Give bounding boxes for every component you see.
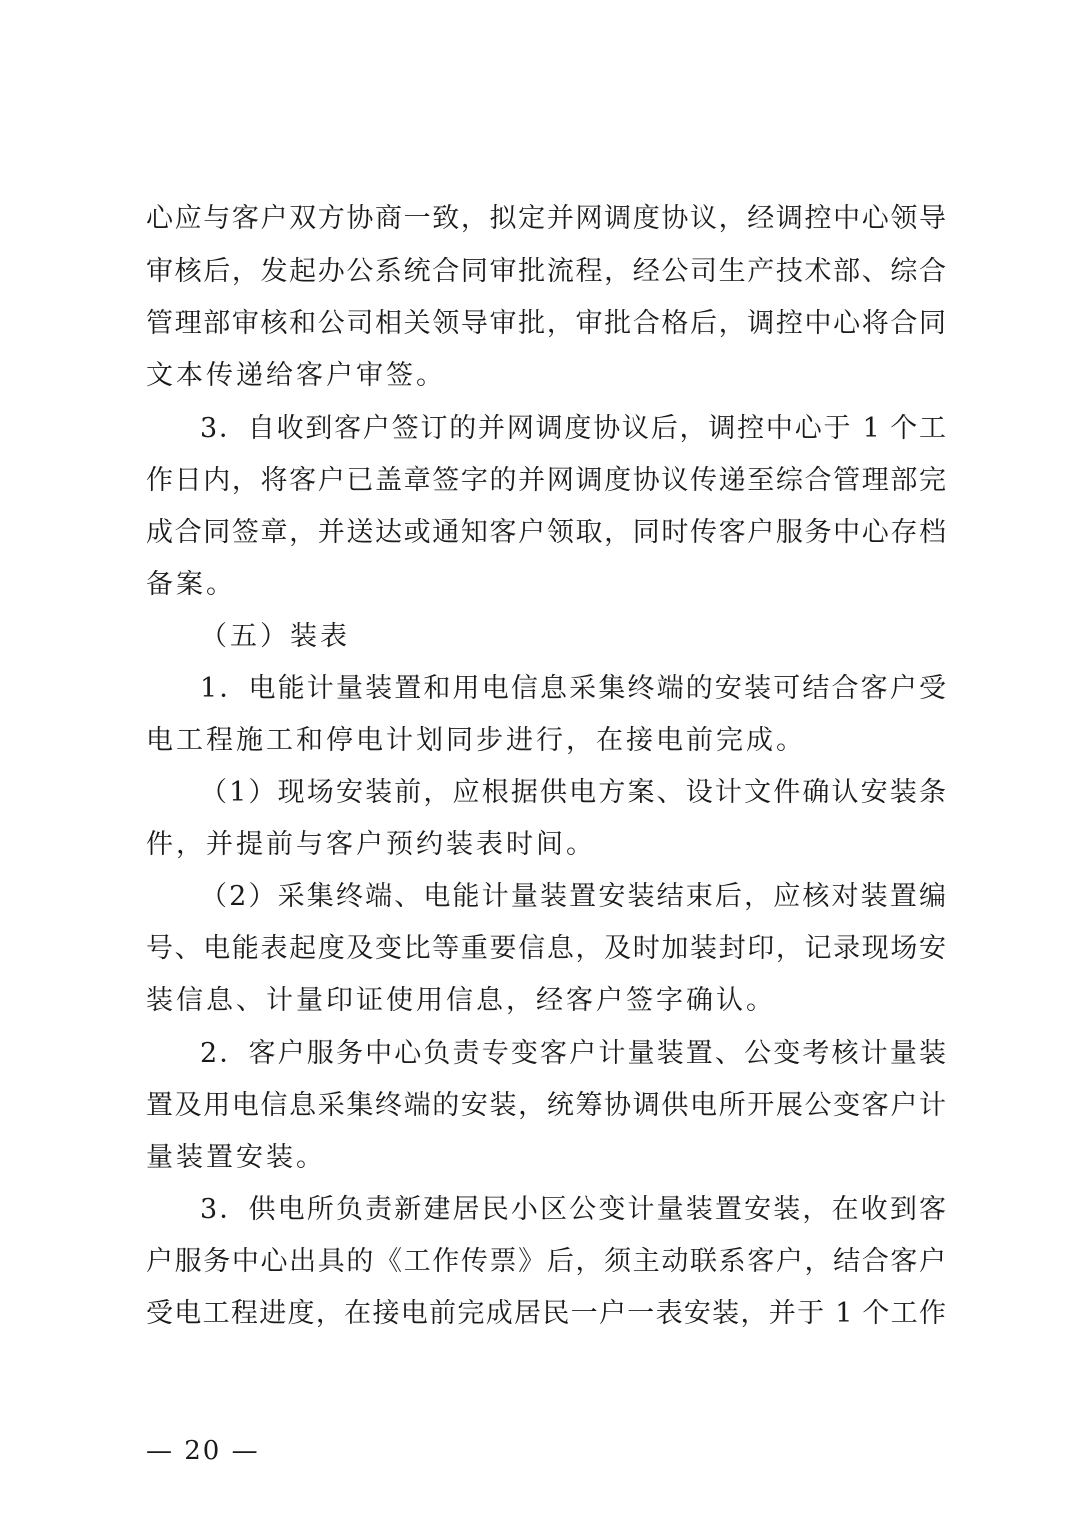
body-line-4: 文本传递给客户审签。 <box>146 360 446 391</box>
body-line-21: 户服务中心出具的《工作传票》后，须主动联系客户，结合客户 <box>146 1246 946 1277</box>
body-line-5: 3．自收到客户签订的并网调度协议后，调控中心于 1 个工 <box>200 413 946 444</box>
body-line-16: 装信息、计量印证使用信息，经客户签字确认。 <box>146 985 776 1016</box>
body-line-8: 备案。 <box>146 569 236 600</box>
body-line-14: （2）采集终端、电能计量装置安装结束后，应核对装置编 <box>200 881 946 912</box>
body-line-7: 成合同签章，并送达或通知客户领取，同时传客户服务中心存档 <box>146 517 946 548</box>
section-heading: （五）装表 <box>200 621 350 652</box>
body-line-11: 电工程施工和停电计划同步进行，在接电前完成。 <box>146 725 806 756</box>
body-line-20: 3．供电所负责新建居民小区公变计量装置安装，在收到客 <box>200 1194 946 1225</box>
body-line-2: 审核后，发起办公系统合同审批流程，经公司生产技术部、综合 <box>146 256 946 287</box>
body-line-15: 号、电能表起度及变比等重要信息，及时加装封印，记录现场安 <box>146 933 946 964</box>
body-line-10: 1．电能计量装置和用电信息采集终端的安装可结合客户受 <box>200 673 946 704</box>
body-line-6: 作日内，将客户已盖章签字的并网调度协议传递至综合管理部完 <box>146 465 946 496</box>
body-line-3: 管理部审核和公司相关领导审批，审批合格后，调控中心将合同 <box>146 308 946 339</box>
page-number: — 20 — <box>146 1436 260 1466</box>
body-line-1: 心应与客户双方协商一致，拟定并网调度协议，经调控中心领导 <box>146 203 946 234</box>
body-line-17: 2．客户服务中心负责专变客户计量装置、公变考核计量装 <box>200 1038 946 1069</box>
body-line-22: 受电工程进度，在接电前完成居民一户一表安装，并于 1 个工作 <box>146 1298 946 1329</box>
body-line-19: 量装置安装。 <box>146 1142 326 1173</box>
body-line-13: 件，并提前与客户预约装表时间。 <box>146 829 596 860</box>
body-line-12: （1）现场安装前，应根据供电方案、设计文件确认安装条 <box>200 777 946 808</box>
body-line-18: 置及用电信息采集终端的安装，统筹协调供电所开展公变客户计 <box>146 1090 946 1121</box>
